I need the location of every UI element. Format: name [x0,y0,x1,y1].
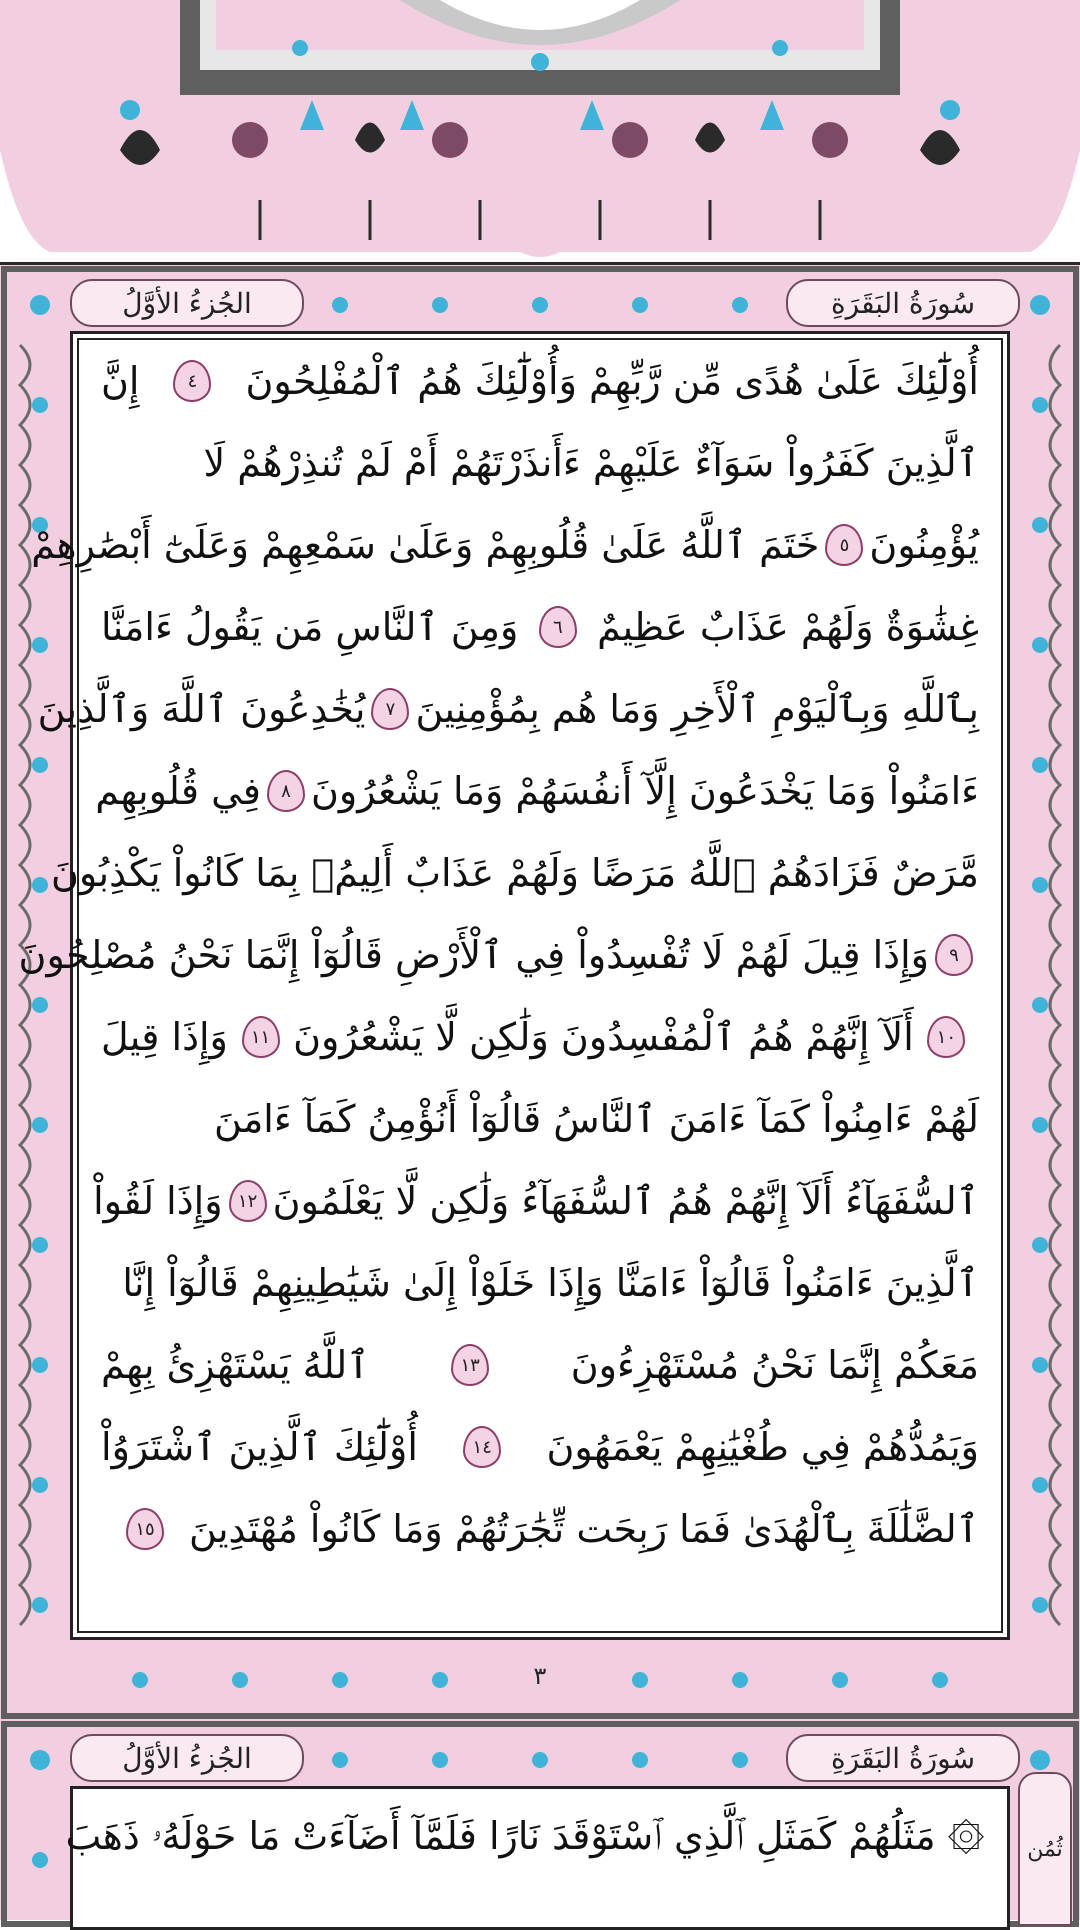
verse-line: ۞ مَثَلُهُمْ كَمَثَلِ ٱلَّذِي ٱسْتَوْقَدَ نَارًا فَلَمَّآ أَضَآءَتْ مَا حَوْلَهُۥ ذَهَبَ [65,1813,985,1858]
ayah-number-marker: ٦ [539,606,577,648]
verse-line [95,750,979,832]
verse-lines [18,340,979,1631]
ayah-number-marker: ١٥ [126,1508,164,1550]
verse-line [18,914,979,996]
ayah-number-marker: ٧ [371,688,409,730]
ayah-number-marker: ٩ [935,934,973,976]
verse-text: يُخَٰدِعُونَ ٱللَّهَ وَٱلَّذِينَ [37,687,366,731]
next-text-area [65,1786,1010,1930]
verse-text: أُوْلَٰٓئِكَ ٱلَّذِينَ ٱشْتَرَوُاْ [101,1425,418,1469]
verse-text: فِي قُلُوبِهِم [95,769,261,813]
next-verse-lines [65,1795,985,1921]
verse-text: ٱللَّهُ يَسْتَهْزِئُ بِهِمْ [101,1343,370,1387]
verse-line [101,1242,979,1324]
verse-line [101,1324,979,1406]
verse-text: ٱلضَّلَٰلَةَ بِٱلْهُدَىٰ فَمَا رَبِحَت تِّجَٰرَتُهُمْ وَمَا كَانُواْ مُهْتَدِينَ [189,1507,979,1551]
text-area [18,331,1010,1640]
verse-text: أَلَآ إِنَّهُمْ هُمُ ٱلْمُفْسِدُونَ وَلَٰكِن لَّا يَشْعُرُونَ [293,1015,914,1059]
verse-text: بِٱللَّهِ وَبِٱلْيَوْمِ ٱلْأَخِرِ وَمَا هُم بِمُؤْمِنِينَ [415,687,979,731]
verse-text: ٱلسُّفَهَآءُ أَلَآ إِنَّهُمْ هُمُ ٱلسُّفَهَآءُ وَلَٰكِن لَّا يَعْلَمُونَ [272,1179,979,1223]
verse-text: وَإِذَا لَقُواْ [93,1179,223,1223]
verse-text: ٱلَّذِينَ كَفَرُواْ سَوَآءٌ عَلَيْهِمْ ءَأَنذَرْتَهُمْ أَمْ لَمْ تُنذِرْهُمْ لَا [203,441,979,485]
next-mushaf-page [0,1720,1080,1920]
next-page-header [0,1728,1080,1784]
verse-line [101,1078,979,1160]
verse-text: وَيَمُدُّهُمْ فِي طُغْيَٰنِهِمْ يَعْمَهُونَ [546,1425,979,1469]
verse-text: ءَامَنُواْ وَمَا يَخْدَعُونَ إِلَّآ أَنفُسَهُمْ وَمَا يَشْعُرُونَ [310,769,979,813]
verse-text: خَتَمَ ٱللَّهُ عَلَىٰ قُلُوبِهِمْ وَعَلَىٰ سَمْعِهِمْ وَعَلَىٰٓ أَبْصَٰرِهِمْ [31,523,820,567]
verse-text: وَإِذَا قِيلَ لَهُمْ لَا تُفْسِدُواْ فِي ٱلْأَرْضِ قَالُوٓاْ إِنَّمَا نَحْنُ مُصْلِحُونَ [18,933,929,977]
verse-line [51,832,979,914]
verse-line [101,586,979,668]
verse-text: غِشَٰوَةٌ وَلَهُمْ عَذَابٌ عَظِيمٌ [597,605,979,649]
ayah-number-marker: ١٢ [229,1180,267,1222]
verse-text: أُوْلَٰٓئِكَ عَلَىٰ هُدًى مِّن رَّبِّهِمْ وَأُوْلَٰٓئِكَ هُمُ ٱلْمُفْلِحُونَ [245,359,979,403]
ayah-number-marker: ٤ [173,360,211,402]
verse-line [101,422,979,504]
verse-line [93,1160,979,1242]
page-header [0,273,1080,329]
verse-line [101,1488,979,1570]
ayah-number-marker: ١٣ [451,1344,489,1386]
verse-line [31,504,979,586]
verse-line [101,1406,979,1488]
verse-text: وَإِذَا قِيلَ [101,1015,228,1059]
verse-line [101,996,979,1078]
mushaf-page [0,265,1080,1720]
verse-line [101,340,979,422]
verse-text: إِنَّ [101,359,140,403]
ayah-number-marker: ١١ [242,1016,280,1058]
verse-text: مَعَكُمْ إِنَّمَا نَحْنُ مُسْتَهْزِءُونَ [570,1343,979,1387]
verse-text: يُؤْمِنُونَ [869,523,979,567]
next-juz-title: الجُزءُ الأوَّلُ [70,1734,304,1782]
verse-text: مَّرَضٌ فَزَادَهُمُ ٱللَّهُ مَرَضًا وَلَهُمْ عَذَابٌ أَلِيمُۢ بِمَا كَانُواْ يَكْذِبُونَ [51,851,979,895]
ayah-number-marker: ٨ [267,770,305,812]
verse-text: وَمِنَ ٱلنَّاسِ مَن يَقُولُ ءَامَنَّا [101,605,519,649]
surah-title: سُورَةُ البَقَرَةِ [786,279,1020,327]
juz-title: الجُزءُ الأوَّلُ [70,279,304,327]
ayah-number-marker: ١٤ [463,1426,501,1468]
ayah-number-marker: ١٠ [927,1016,965,1058]
ayah-number-marker: ٥ [825,524,863,566]
top-ornament [0,0,1080,262]
next-surah-title: سُورَةُ البَقَرَةِ [786,1734,1020,1782]
page-footer [0,1652,1080,1706]
verse-text: ٱلَّذِينَ ءَامَنُواْ قَالُوٓاْ ءَامَنَّا وَإِذَا خَلَوْاْ إِلَىٰ شَيَٰطِينِهِمْ قَالُوٓاْ إِنَّا [122,1261,979,1305]
hizb-marker[interactable]: ثُمُن [1018,1772,1072,1926]
page-number: ٣ [533,1662,547,1690]
verse-line [37,668,979,750]
verse-text: لَهُمْ ءَامِنُواْ كَمَآ ءَامَنَ ٱلنَّاسُ قَالُوٓاْ أَنُؤْمِنُ كَمَآ ءَامَنَ [214,1097,979,1141]
